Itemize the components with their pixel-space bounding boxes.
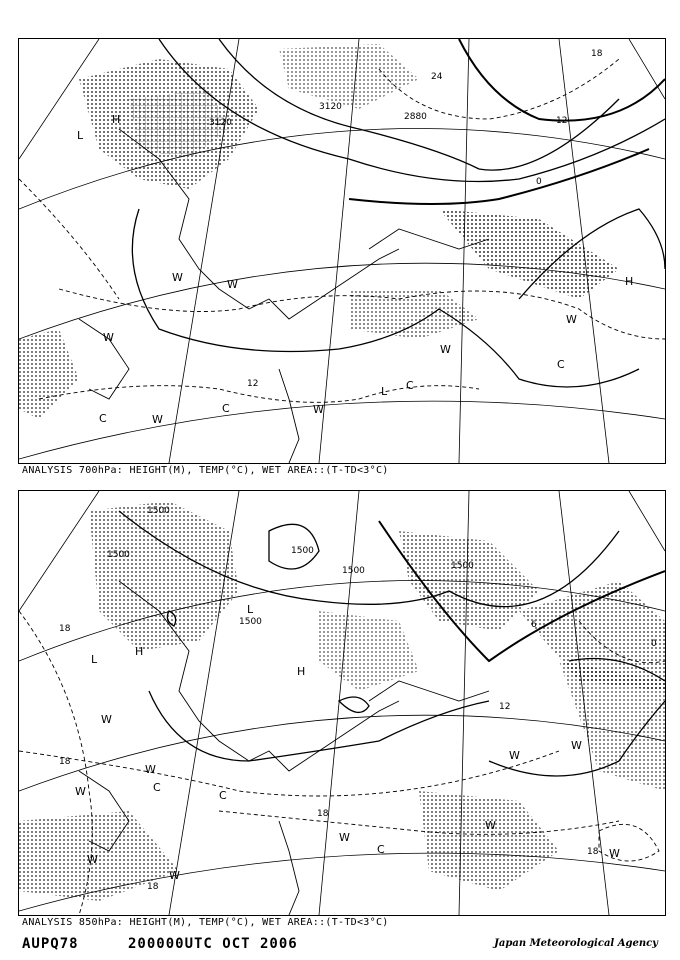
contour-label: 1500 [342,566,365,576]
contour-label: 6 [531,620,537,630]
cold-symbol: C [377,843,385,856]
contour-label: 2880 [404,112,427,122]
map-700hpa-canvas [19,39,665,463]
contour-label: 18 [59,624,71,634]
low-symbol: L [77,129,84,142]
map-panel-700hpa [18,38,666,464]
high-symbol: H [112,113,121,126]
caption-700hpa: ANALYSIS 700hPa: HEIGHT(M), TEMP(°C), WET AREA::(T-TD<3°C) [22,465,389,476]
cold-symbol: C [99,412,107,425]
valid-time: 200000UTC OCT 2006 [128,936,298,952]
contour-label: 18 [591,49,603,59]
contour-label: 1500 [147,506,170,516]
high-symbol: H [135,645,144,658]
warm-symbol: W [571,739,582,752]
contour-label: 12 [247,379,259,389]
warm-symbol: W [485,819,496,832]
agency-name: Japan Meteorological Agency [494,938,658,949]
warm-symbol: W [172,271,183,284]
contour-labels-700 [209,49,603,389]
low-symbol: L [381,385,388,398]
warm-symbol: W [145,763,156,776]
warm-symbol: W [169,869,180,882]
contour-label: 18 [317,809,329,819]
contour-label: 1500 [239,617,262,627]
warm-symbol: W [101,713,112,726]
cold-symbol: C [153,781,161,794]
warm-symbol: W [227,278,238,291]
cold-symbol: C [557,358,565,371]
warm-symbol: W [313,403,324,416]
wet-area-700 [19,44,619,419]
contour-label: 1500 [291,546,314,556]
contour-label: 18 [147,882,159,892]
contour-label: 12 [556,116,568,126]
contour-label: 24 [431,72,443,82]
warm-symbol: W [75,785,86,798]
warm-symbol: W [339,831,350,844]
caption-850hpa: ANALYSIS 850hPa: HEIGHT(M), TEMP(°C), WET AREA::(T-TD<3°C) [22,917,389,928]
map-850hpa-canvas [19,491,665,915]
contour-label: 0 [651,639,657,649]
warm-symbol: W [103,331,114,344]
contour-label: 12 [499,702,511,712]
high-symbol: H [297,665,306,678]
warm-symbol: W [566,313,577,326]
high-symbol: H [625,275,634,288]
cold-symbol: C [219,789,227,802]
contour-label: 3120 [209,118,232,128]
chart-code: AUPQ78 [22,936,79,952]
cold-symbol: C [222,402,230,415]
low-symbol: L [91,653,98,666]
contour-label: 1500 [451,561,474,571]
contour-label: 3120 [319,102,342,112]
warm-symbol: W [440,343,451,356]
map-panel-850hpa [18,490,666,916]
warm-symbol: W [509,749,520,762]
cold-symbol: C [406,379,414,392]
contour-label: 0 [536,177,542,187]
warm-symbol: W [152,413,163,426]
low-symbol: L [247,603,254,616]
warm-symbol: W [87,853,98,866]
contour-label: 1500 [107,550,130,560]
contour-label: 18 [59,757,71,767]
warm-symbol: W [609,847,620,860]
contour-label: 18 [587,847,599,857]
